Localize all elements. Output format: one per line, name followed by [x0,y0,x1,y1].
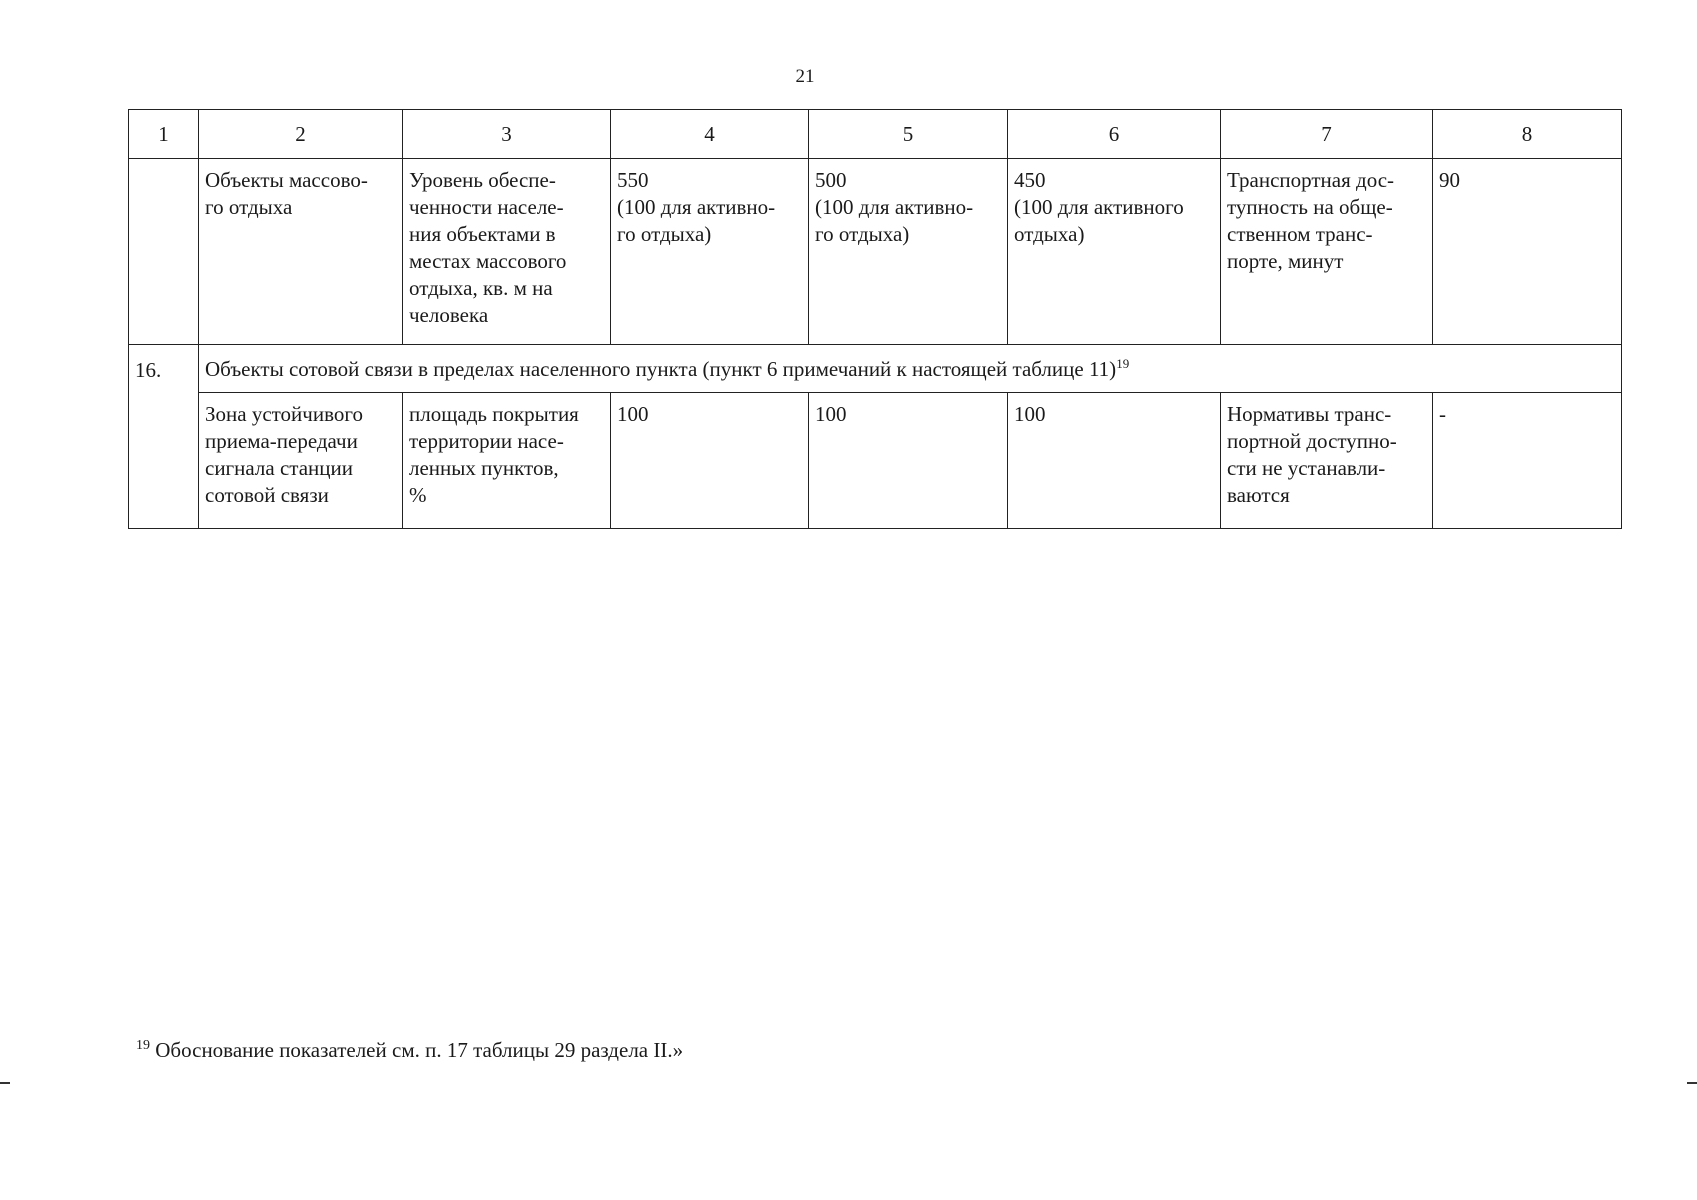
header-cell: 6 [1008,110,1221,159]
table-cell: 500 (100 для активно- го отдыха) [809,159,1008,345]
scan-edge-mark-left [0,1082,10,1084]
header-cell: 1 [129,110,199,159]
table-cell-empty [129,159,199,345]
table-cell: Уровень обеспе- ченности населе- ния объектами в местах массового отдыха, кв. м на человека [403,159,611,345]
table-cell: - [1433,393,1622,529]
table-header-row [129,110,1622,159]
scan-edge-mark-right [1687,1082,1697,1084]
table-cell: 100 [611,393,809,529]
table-cell: Зона устойчивого приема-передачи сигнала станции сотовой связи [199,393,403,529]
table-cell: Объекты массово- го отдыха [199,159,403,345]
footnote-marker: 19 [136,1038,150,1053]
section-number: 16. [129,345,199,529]
header-cell: 5 [809,110,1008,159]
table-cell: Транспортная дос- тупность на обще- ственном транс- порте, минут [1221,159,1433,345]
table-cell: 550 (100 для активно- го отдыха) [611,159,809,345]
table-row-recreation [129,159,1622,345]
table-cell: 90 [1433,159,1622,345]
table-section-row [129,345,1622,393]
table-row-cellular [129,393,1622,529]
table-cell: площадь покрытия территории насе- ленных пунктов, % [403,393,611,529]
footnote-text: Обоснование показателей см. п. 17 таблицы 29 раздела II.» [150,1038,684,1062]
section-title [199,345,1622,393]
footnote [136,1038,683,1063]
header-cell: 7 [1221,110,1433,159]
table-cell: 100 [1008,393,1221,529]
norms-table [128,109,1622,529]
table-cell: 100 [809,393,1008,529]
table-cell: 450 (100 для активного отдыха) [1008,159,1221,345]
table-cell: Нормативы транс- портной доступно- сти не устанавли- ваются [1221,393,1433,529]
page-number: 21 [795,66,815,87]
section-title-text: Объекты сотовой связи в пределах населенного пункта (пункт 6 примечаний к настоящей таблице 11) [205,357,1117,381]
header-cell: 2 [199,110,403,159]
header-cell: 4 [611,110,809,159]
header-cell: 8 [1433,110,1622,159]
header-cell: 3 [403,110,611,159]
footnote-ref: 19 [1116,356,1130,371]
